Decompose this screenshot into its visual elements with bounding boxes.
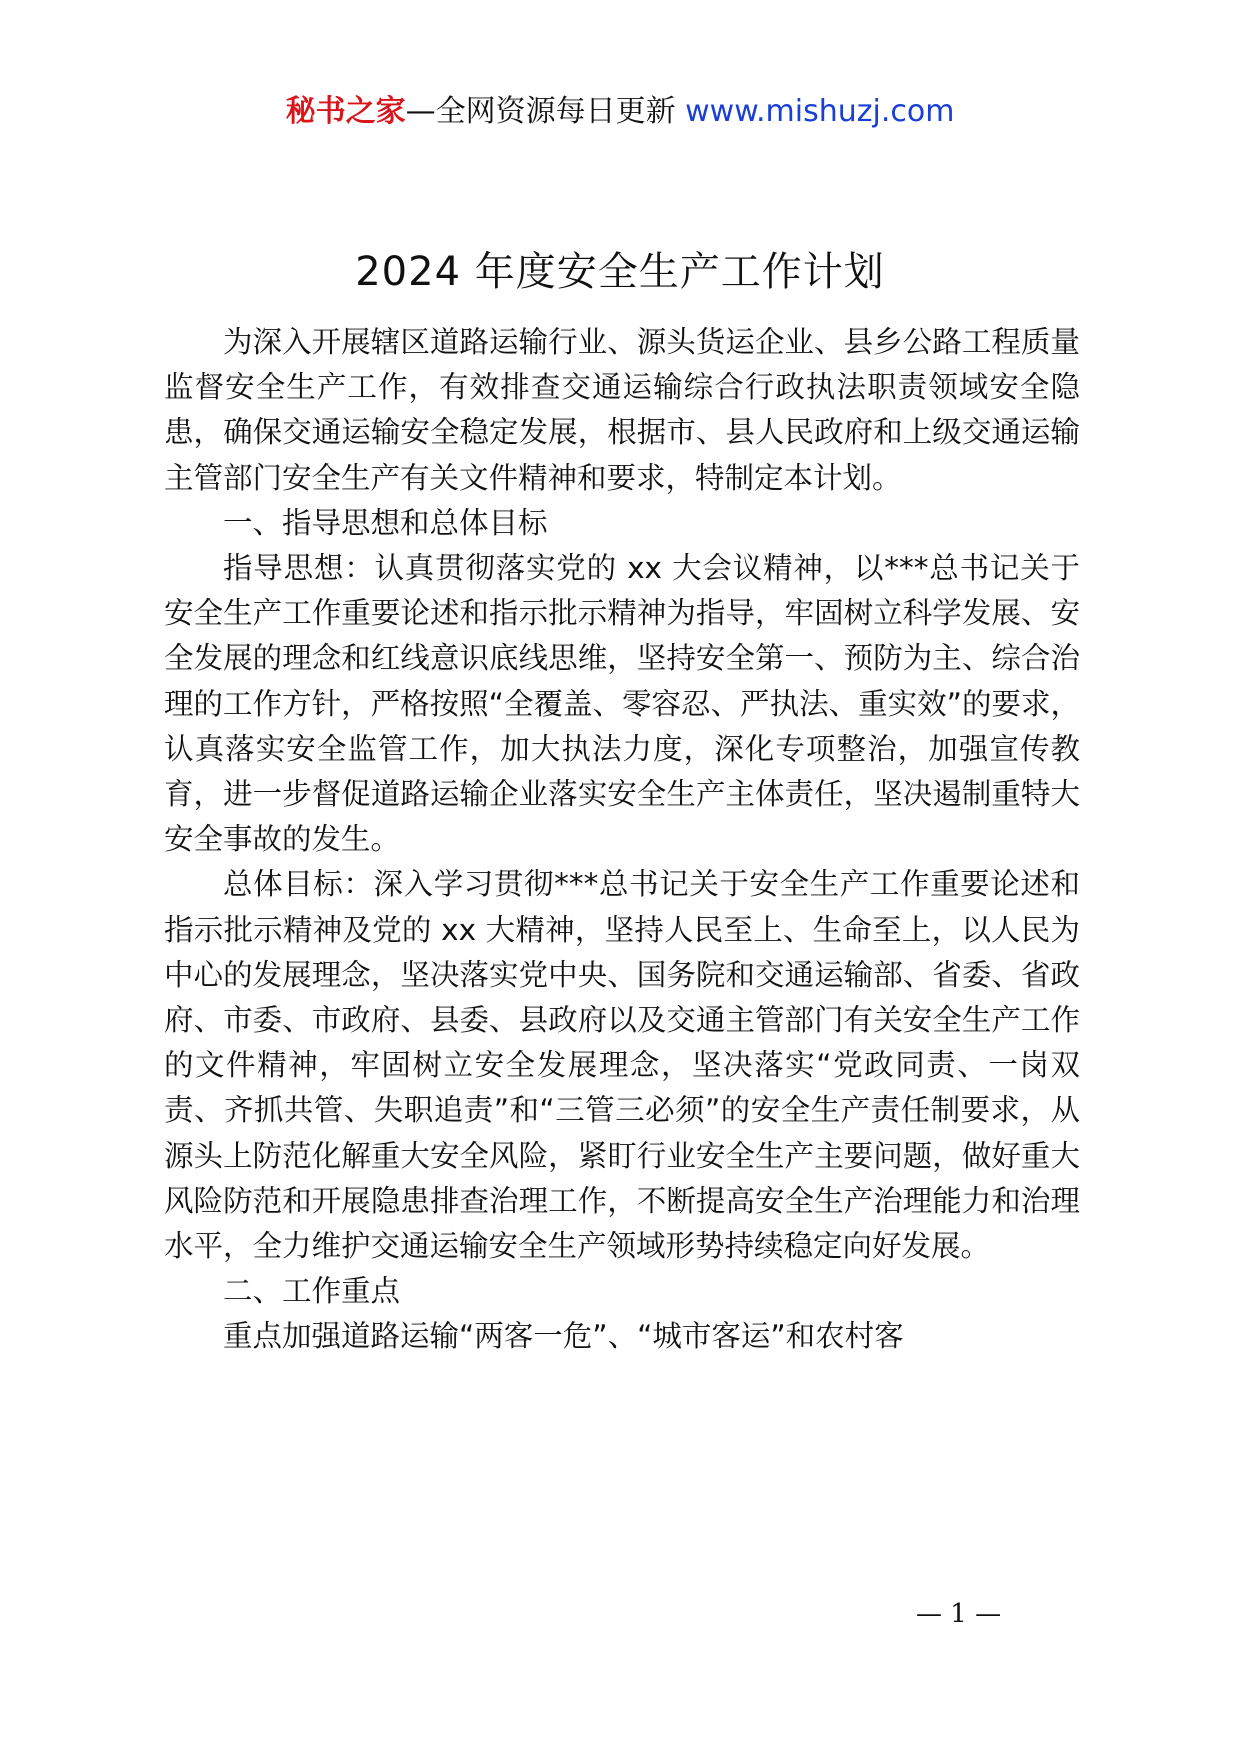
site-tagline: —全网资源每日更新	[405, 94, 676, 129]
intro-paragraph: 为深入开展辖区道路运输行业、源头货运企业、县乡公路工程质量监督安全生产工作，有效排查交通运输综合行政执法职责领域安全隐患，确保交通运输安全稳定发展，根据市、县人民政府和上级交通运输主管部门安全生产有关文件精神和要求，特制定本计划。	[164, 325, 1080, 495]
page-number: — 1 —	[916, 1599, 1002, 1629]
section-heading-1: 一、指导思想和总体目标	[223, 505, 548, 540]
document-body	[164, 320, 1080, 1360]
site-brand: 秘书之家	[285, 94, 406, 129]
document-title: 2024 年度安全生产工作计划	[355, 249, 885, 295]
site-banner	[0, 92, 1240, 132]
site-url-link[interactable]: www.mishuzj.com	[685, 94, 955, 129]
overall-goal-paragraph: 总体目标：深入学习贯彻***总书记关于安全生产工作重要论述和指示批示精神及党的 xx 大精神，坚持人民至上、生命至上，以人民为中心的发展理念，坚决落实党中央、国务院和交通运输部、省委、省政府、市委、市政府、县委、县政府以及交通主管部门有关安全生产工作的文件精神，牢固树立安全发展理念，坚决落实“党政同责、一岗双责、齐抓共管、失职追责”和“三管三必须”的安全生产责任制要求，从源头上防范化解重大安全风险，紧盯行业安全生产主要问题，做好重大风险防范和开展隐患排查治理工作，不断提高安全生产治理能力和治理水平，全力维护交通运输安全生产领域形势持续稳定向好发展。	[164, 867, 1080, 1264]
section-heading-2: 二、工作重点	[223, 1274, 401, 1309]
work-focus-paragraph: 重点加强道路运输“两客一危”、“城市客运”和农村客	[223, 1319, 904, 1354]
guiding-ideology-paragraph: 指导思想：认真贯彻落实党的 xx 大会议精神，以***总书记关于安全生产工作重要论述和指示批示精神为指导，牢固树立科学发展、安全发展的理念和红线意识底线思维，坚持安全第一、预防为主、综合治理的工作方针，严格按照“全覆盖、零容忍、严执法、重实效”的要求，认真落实安全监管工作，加大执法力度，深化专项整治，加强宣传教育，进一步督促道路运输企业落实安全生产主体责任，坚决遏制重特大安全事故的发生。	[164, 551, 1080, 857]
